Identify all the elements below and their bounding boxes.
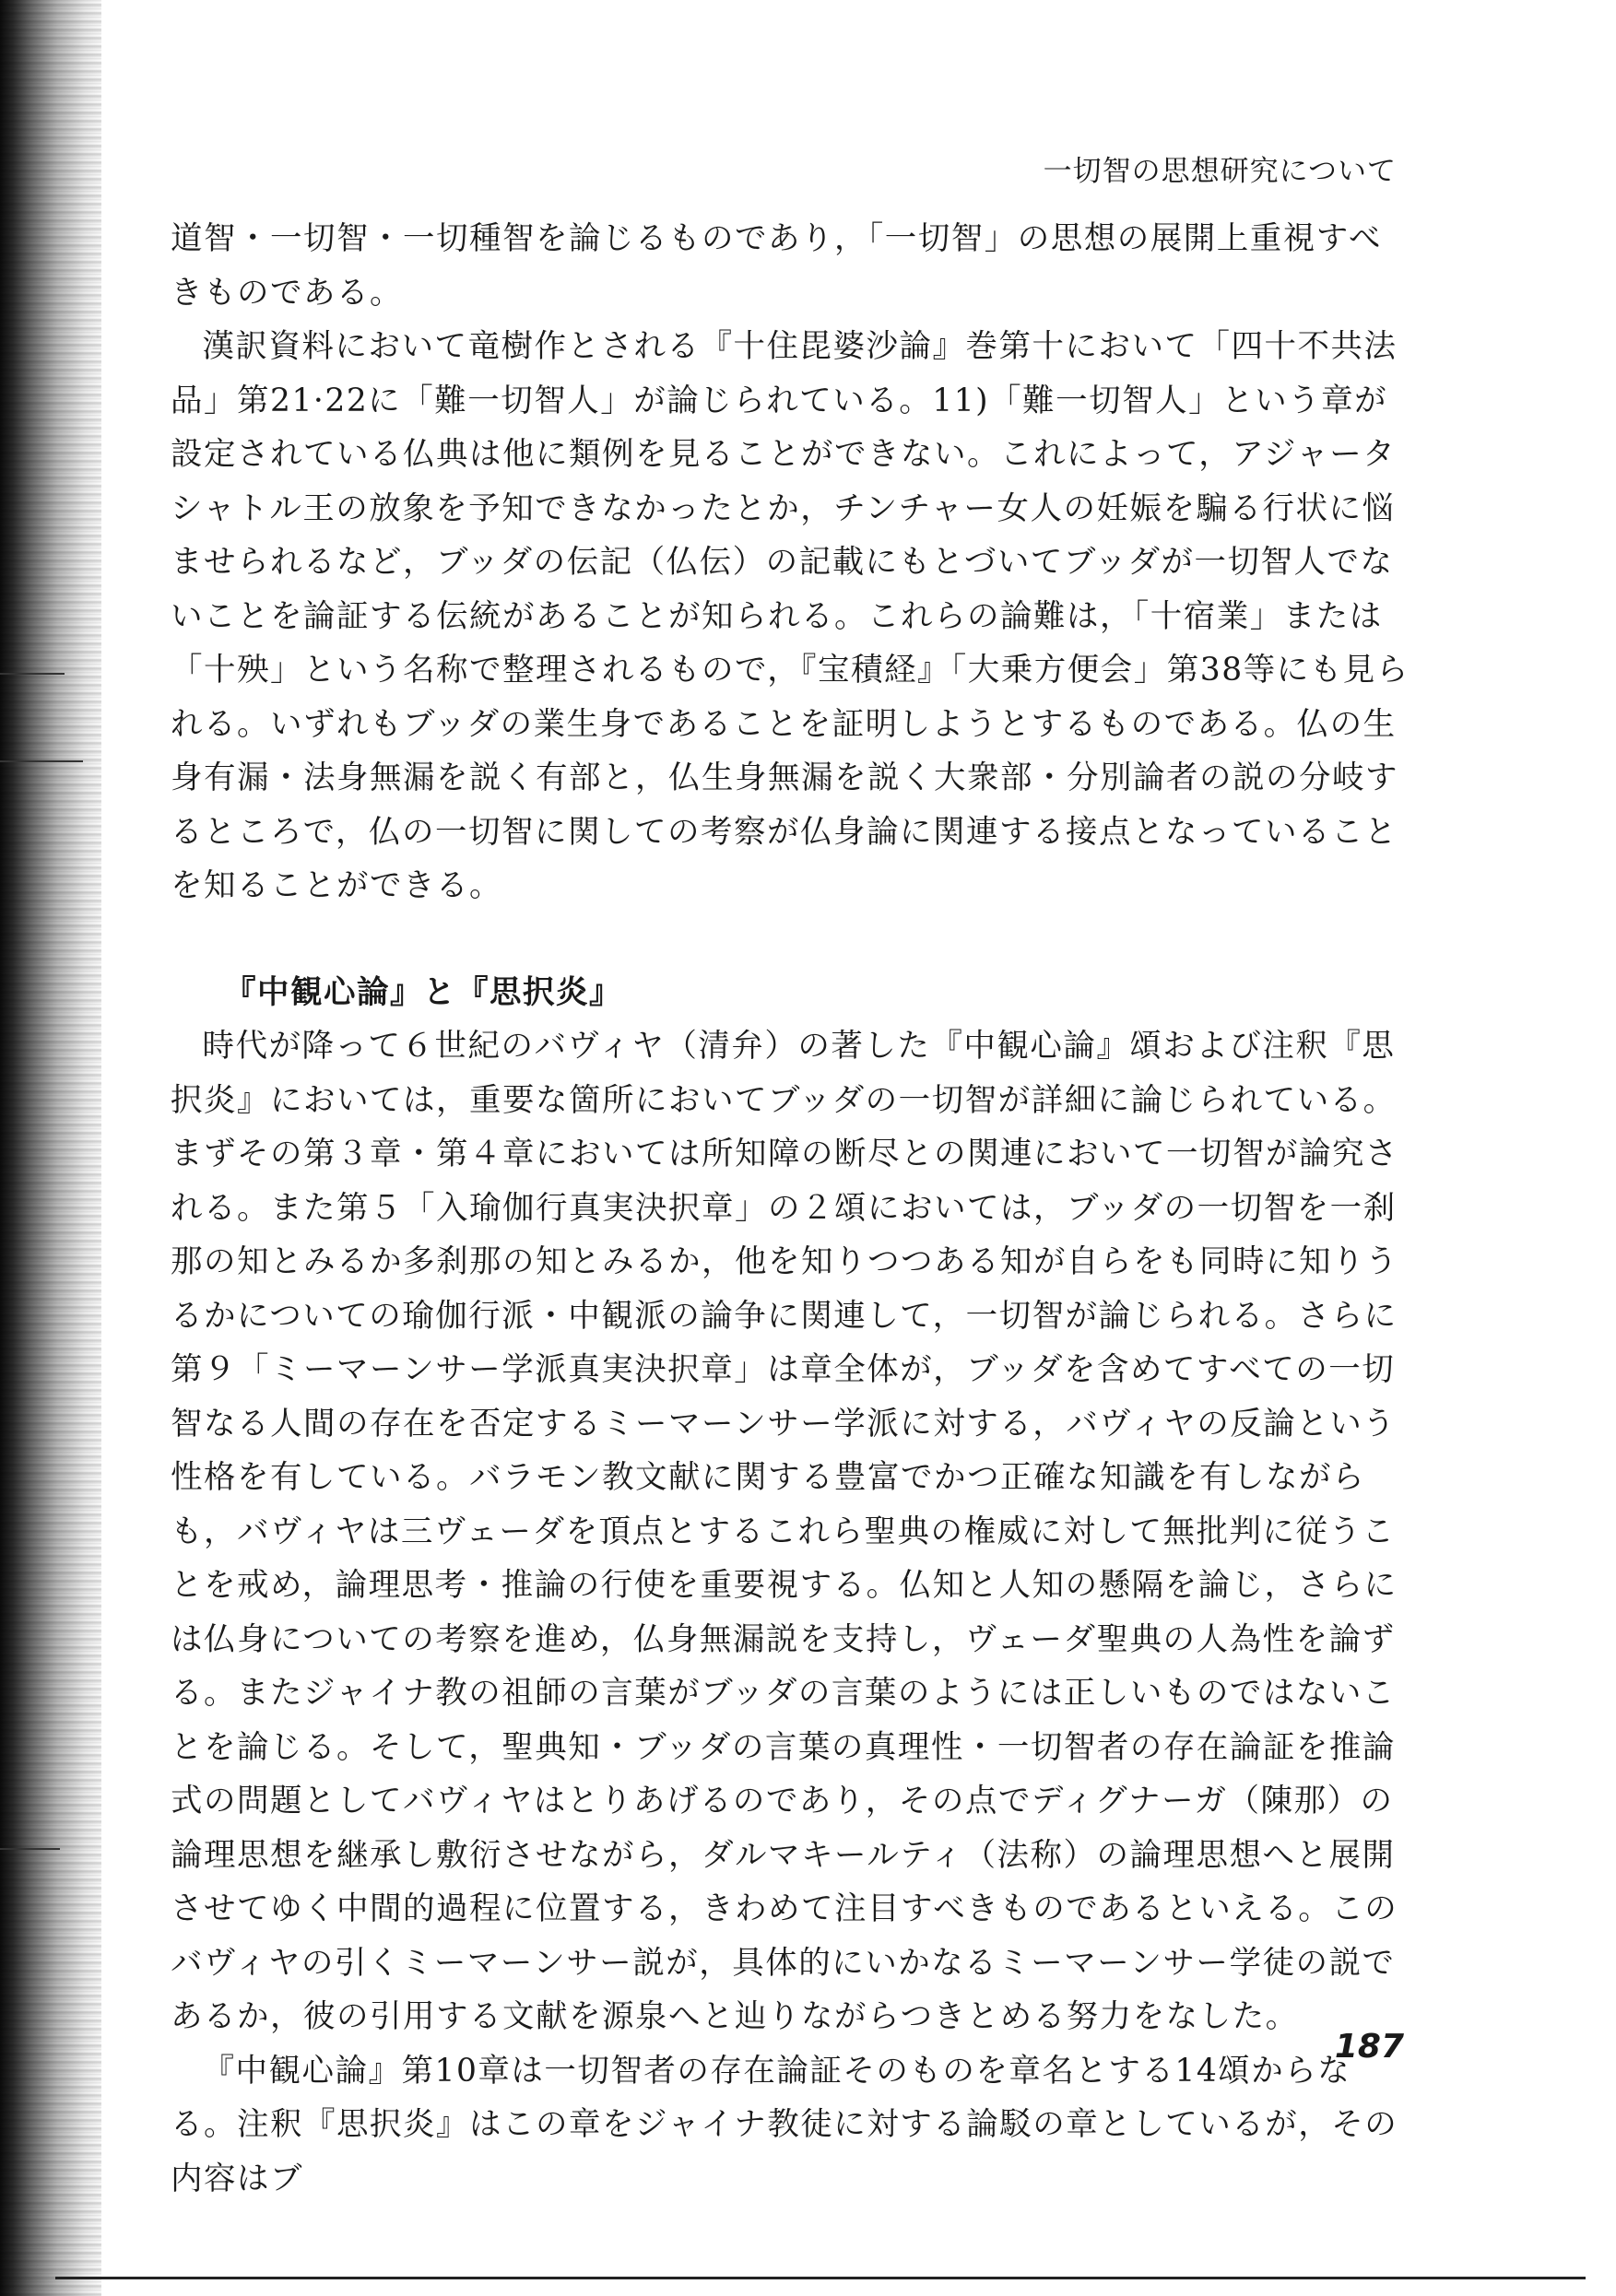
- body-text: [171, 212, 1410, 2206]
- binding-shadow: [0, 0, 101, 2296]
- page-number: 187: [1334, 2028, 1404, 2066]
- binding-mark: [0, 760, 83, 762]
- binding-mark: [0, 673, 65, 675]
- paragraph: 時代が降って６世紀のバヴィヤ（清弁）の著した『中観心論』頌および注釈『思択炎』においては，重要な箇所においてブッダの一切智が詳細に論じられている。まずその第３章・第４章においては所知障の断尽との関連において一切智が論究される。また第５「入瑜伽行真実決択章」の２頌においては，ブッダの一切智を一刹那の知とみるか多刹那の知とみるか，他を知りつつある知が自らをも同時に知りうるかについての瑜伽行派・中観派の論争に関連して，一切智が論じられる。さらに第９「ミーマーンサー学派真実決択章」は章全体が，ブッダを含めてすべての一切智なる人間の存在を否定するミーマーンサー学派に対する，バヴィヤの反論という性格を有している。バラモン教文献に関する豊富でかつ正確な知識を有しながらも，バヴィヤは三ヴェーダを頂点とするこれら聖典の権威に対して無批判に従うことを戒め，論理思考・推論の行使を重要視する。仏知と人知の懸隔を論じ，さらには仏身についての考察を進め，仏身無漏説を支持し，ヴェーダ聖典の人為性を論ずる。またジャイナ教の祖師の言葉がブッダの言葉のようには正しいものではないことを論じる。そして，聖典知・ブッダの言葉の真理性・一切智者の存在論証を推論式の問題としてバヴィヤはとりあげるのであり，その点でディグナーガ（陳那）の論理思想を継承し敷衍させながら，ダルマキールティ（法称）の論理思想へと展開させてゆく中間的過程に位置する，きわめて注目すべきものであるといえる。このバヴィヤの引くミーマーンサー説が，具体的にいかなるミーマーンサー学徒の説であるか，彼の引用する文献を源泉へと辿りながらつきとめる努力をなした。: [171, 1028, 1398, 2035]
- paragraph: 漢訳資料において竜樹作とされる『十住毘婆沙論』巻第十において「四十不共法品」第21·22に「難一切智人」が論じられている。11)「難一切智人」という章が設定されている仏典は他に類例を見ることができない。これによって，アジャータシャトル王の放象を予知できなかったとか，チンチャー女人の妊娠を騙る行状に悩ませられるなど，ブッダの伝記（仏伝）の記載にもとづいてブッダが一切智人でないことを論証する伝統があることが知られる。これらの論難は，「十宿業」または「十殃」という名称で整理されるもので，『宝積経』「大乗方便会」第38等にも見られる。いずれもブッダの業生身であることを証明しようとするものである。仏の生身有漏・法身無漏を説く有部と，仏生身無漏を説く大衆部・分別論者の説の分岐するところで，仏の一切智に関しての考察が仏身論に関連する接点となっていることを知ることができる。: [171, 328, 1410, 904]
- bottom-edge-rule: [55, 2277, 1586, 2279]
- binding-mark: [0, 1848, 60, 1850]
- paragraph: 道智・一切智・一切種智を論じるものであり，「一切智」の思想の展開上重視すべきものである。: [171, 220, 1383, 312]
- running-head: 一切智の思想研究について: [1043, 155, 1397, 188]
- paragraph: 『中観心論』第10章は一切智者の存在論証そのものを章名とする14頌からなる。注釈『思択炎』はこの章をジャイナ教徒に対する論駁の章としているが，その内容はブ: [171, 2052, 1398, 2197]
- section-heading: 『中観心論』と『思択炎』: [224, 973, 622, 1011]
